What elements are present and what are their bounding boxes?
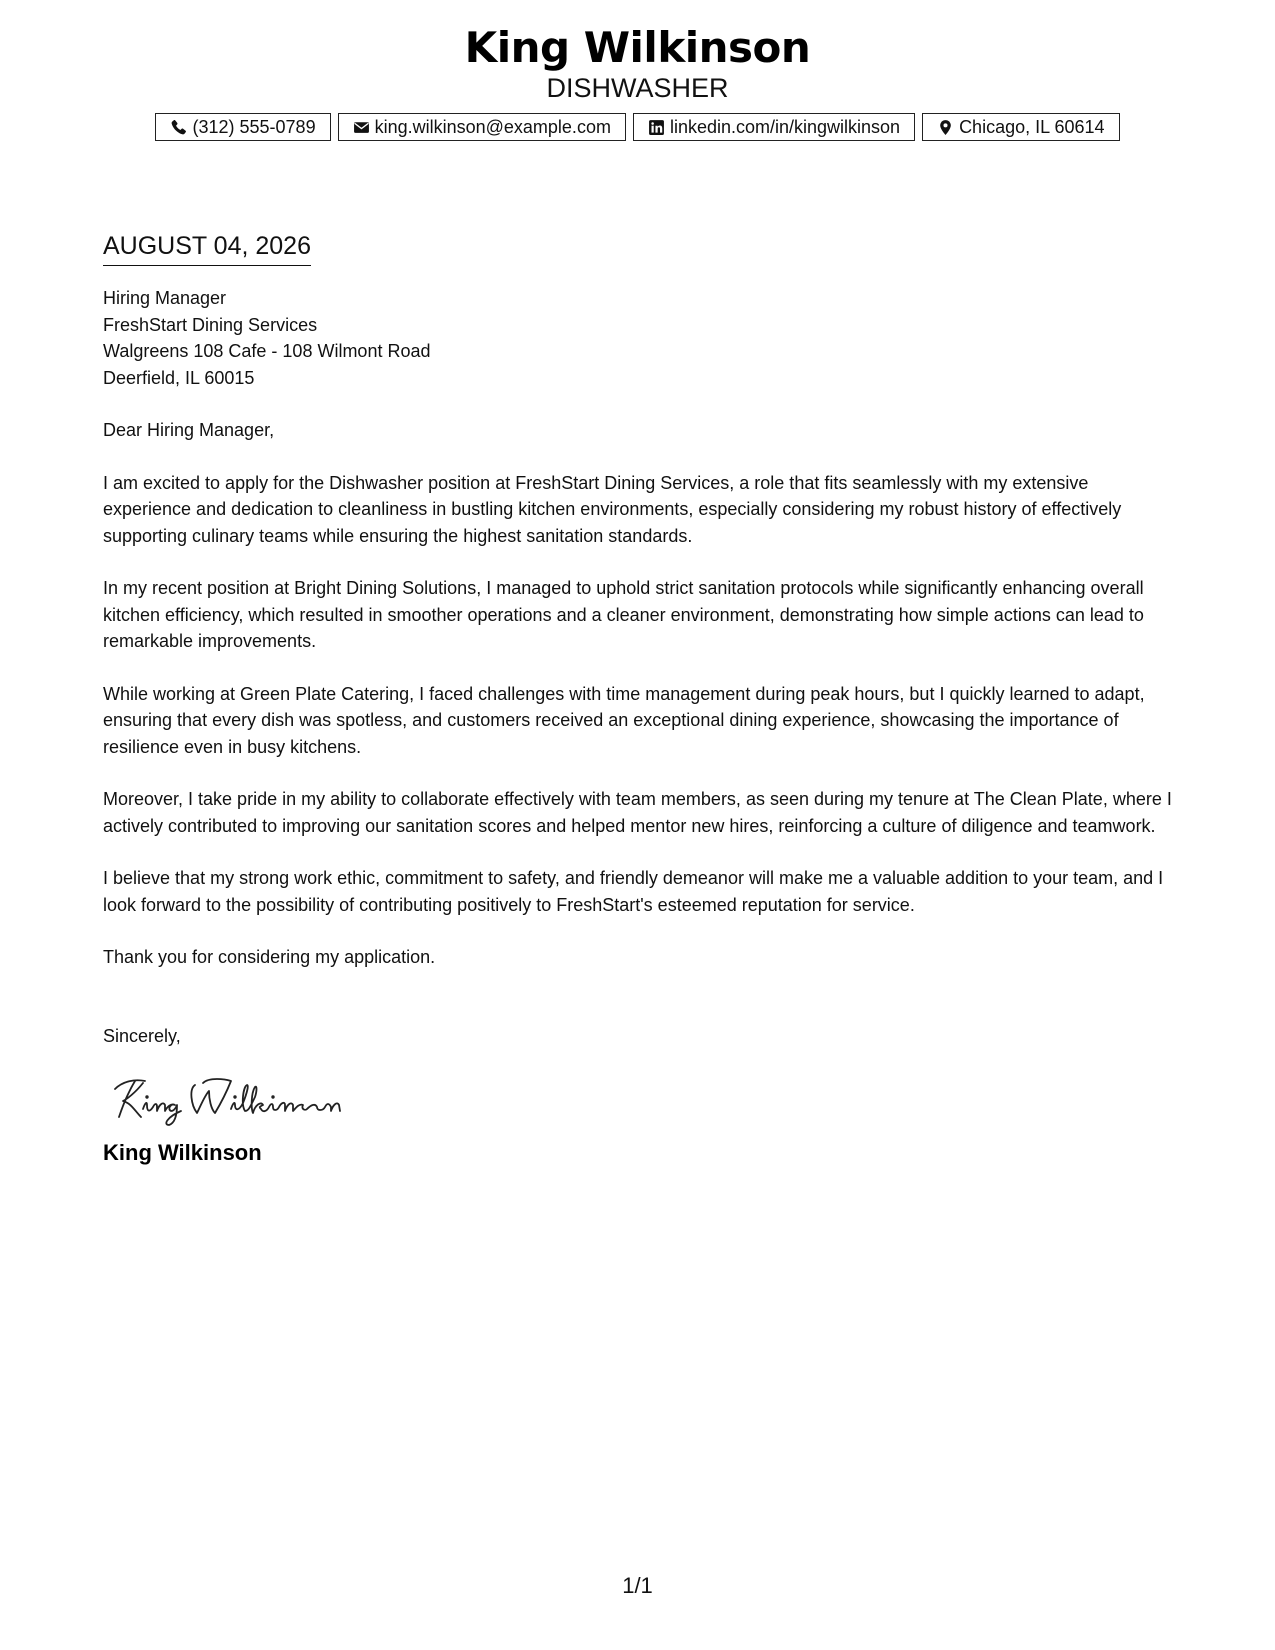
contact-linkedin[interactable] [633, 113, 915, 141]
letter-body [103, 230, 1178, 1167]
closing: Sincerely, [103, 1025, 181, 1046]
body-paragraph: I am excited to apply for the Dishwasher position at FreshStart Dining Services, a role that fits seamlessly with my extensive experience and dedication to cleanliness in bustling kitchen environments, especially considering my robust history of effectively supporting culinary teams while ensuring the highest sanitation standards. [103, 472, 1122, 546]
contact-bar [0, 113, 1275, 141]
body-paragraph: Thank you for considering my application. [103, 947, 436, 967]
recipient-line: Hiring Manager [103, 288, 227, 308]
recipient-line: Walgreens 108 Cafe - 108 Wilmont Road [103, 341, 431, 361]
handwritten-signature [109, 1069, 369, 1129]
applicant-name: King Wilkinson [464, 23, 811, 72]
recipient-line: Deerfield, IL 60015 [103, 367, 255, 388]
body-paragraph: I believe that my strong work ethic, commitment to safety, and friendly demeanor will make me a valuable addition to your team, and I look forward to the possibility of contributing positively to FreshStart's esteemed reputation for service. [103, 868, 1164, 915]
phone-icon [170, 119, 187, 136]
body-paragraph: Moreover, I take pride in my ability to collaborate effectively with team members, as seen during my tenure at The Clean Plate, where I actively contributed to improving our sanitation scores and helped mentor new hires, reinforcing a culture of diligence and teamwork. [103, 789, 1172, 836]
contact-email[interactable] [338, 113, 626, 141]
body-paragraph: In my recent position at Bright Dining Solutions, I managed to uphold strict sanitation protocols while significantly enhancing overall kitchen efficiency, which resulted in smoother operations and a cleaner environment, demonstrating how simple actions can lead to remarkable improvements. [103, 578, 1144, 651]
contact-phone[interactable] [155, 113, 330, 141]
page-number: 1/1 [622, 1573, 653, 1598]
signer-name: King Wilkinson [103, 1140, 262, 1165]
linkedin-text: linkedin.com/in/kingwilkinson [669, 116, 901, 137]
salutation: Dear Hiring Manager, [103, 420, 275, 440]
contact-location[interactable] [922, 113, 1119, 141]
envelope-icon [353, 119, 370, 136]
body-paragraph: While working at Green Plate Catering, I faced challenges with time management during peak hours, but I quickly learned to adapt, ensuring that every dish was spotless, and customers received an exceptional dining experience, showcasing the importance of resilience even in busy kitchens. [103, 683, 1145, 757]
location-text: Chicago, IL 60614 [959, 116, 1105, 137]
letter-header [0, 22, 1275, 104]
map-pin-icon [937, 119, 954, 136]
recipient-block [103, 285, 1178, 391]
linkedin-icon [648, 119, 665, 136]
email-text: king.wilkinson@example.com [374, 116, 611, 137]
phone-text: (312) 555-0789 [192, 116, 316, 137]
recipient-line: FreshStart Dining Services [103, 314, 318, 335]
job-title: DISHWASHER [546, 73, 729, 103]
letter-date: AUGUST 04, 2026 [103, 230, 311, 266]
